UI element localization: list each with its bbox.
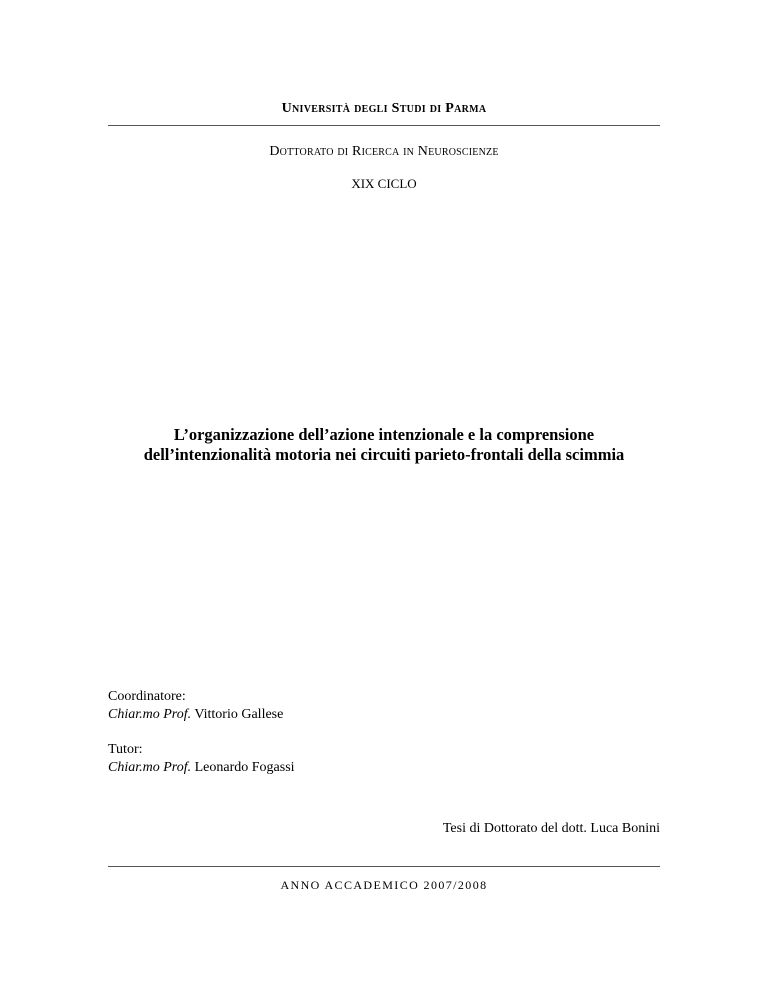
tutor-name: Leonardo Fogassi — [194, 760, 295, 775]
tutor-line — [108, 759, 295, 777]
thesis-title-line-1: L’organizzazione dell’azione intenzionale e la comprensione — [173, 425, 595, 444]
tutor-honorific: Chiar.mo Prof. — [108, 760, 192, 775]
coordinator-label: Coordinatore: — [108, 689, 186, 704]
coordinator-name: Vittorio Gallese — [194, 707, 284, 722]
university-name: Università degli Studi di Parma — [281, 101, 487, 116]
academic-year: ANNO ACCADEMICO 2007/2008 — [280, 878, 488, 892]
doctorate-program: Dottorato di Ricerca in Neuroscienze — [269, 144, 499, 159]
bottom-divider — [108, 866, 660, 867]
thesis-title-line-2: dell’intenzionalità motoria nei circuiti parieto-frontali della scimmia — [143, 445, 625, 464]
coordinator-block — [108, 688, 283, 724]
doctorate-cycle: XIX CICLO — [351, 176, 417, 191]
coordinator-line — [108, 706, 283, 724]
thesis-title — [108, 425, 660, 465]
candidate-line: Tesi di Dottorato del dott. Luca Bonini — [442, 821, 660, 836]
tutor-label: Tutor: — [108, 742, 143, 757]
tutor-block — [108, 741, 295, 777]
coordinator-honorific: Chiar.mo Prof. — [108, 707, 192, 722]
top-divider — [108, 125, 660, 126]
